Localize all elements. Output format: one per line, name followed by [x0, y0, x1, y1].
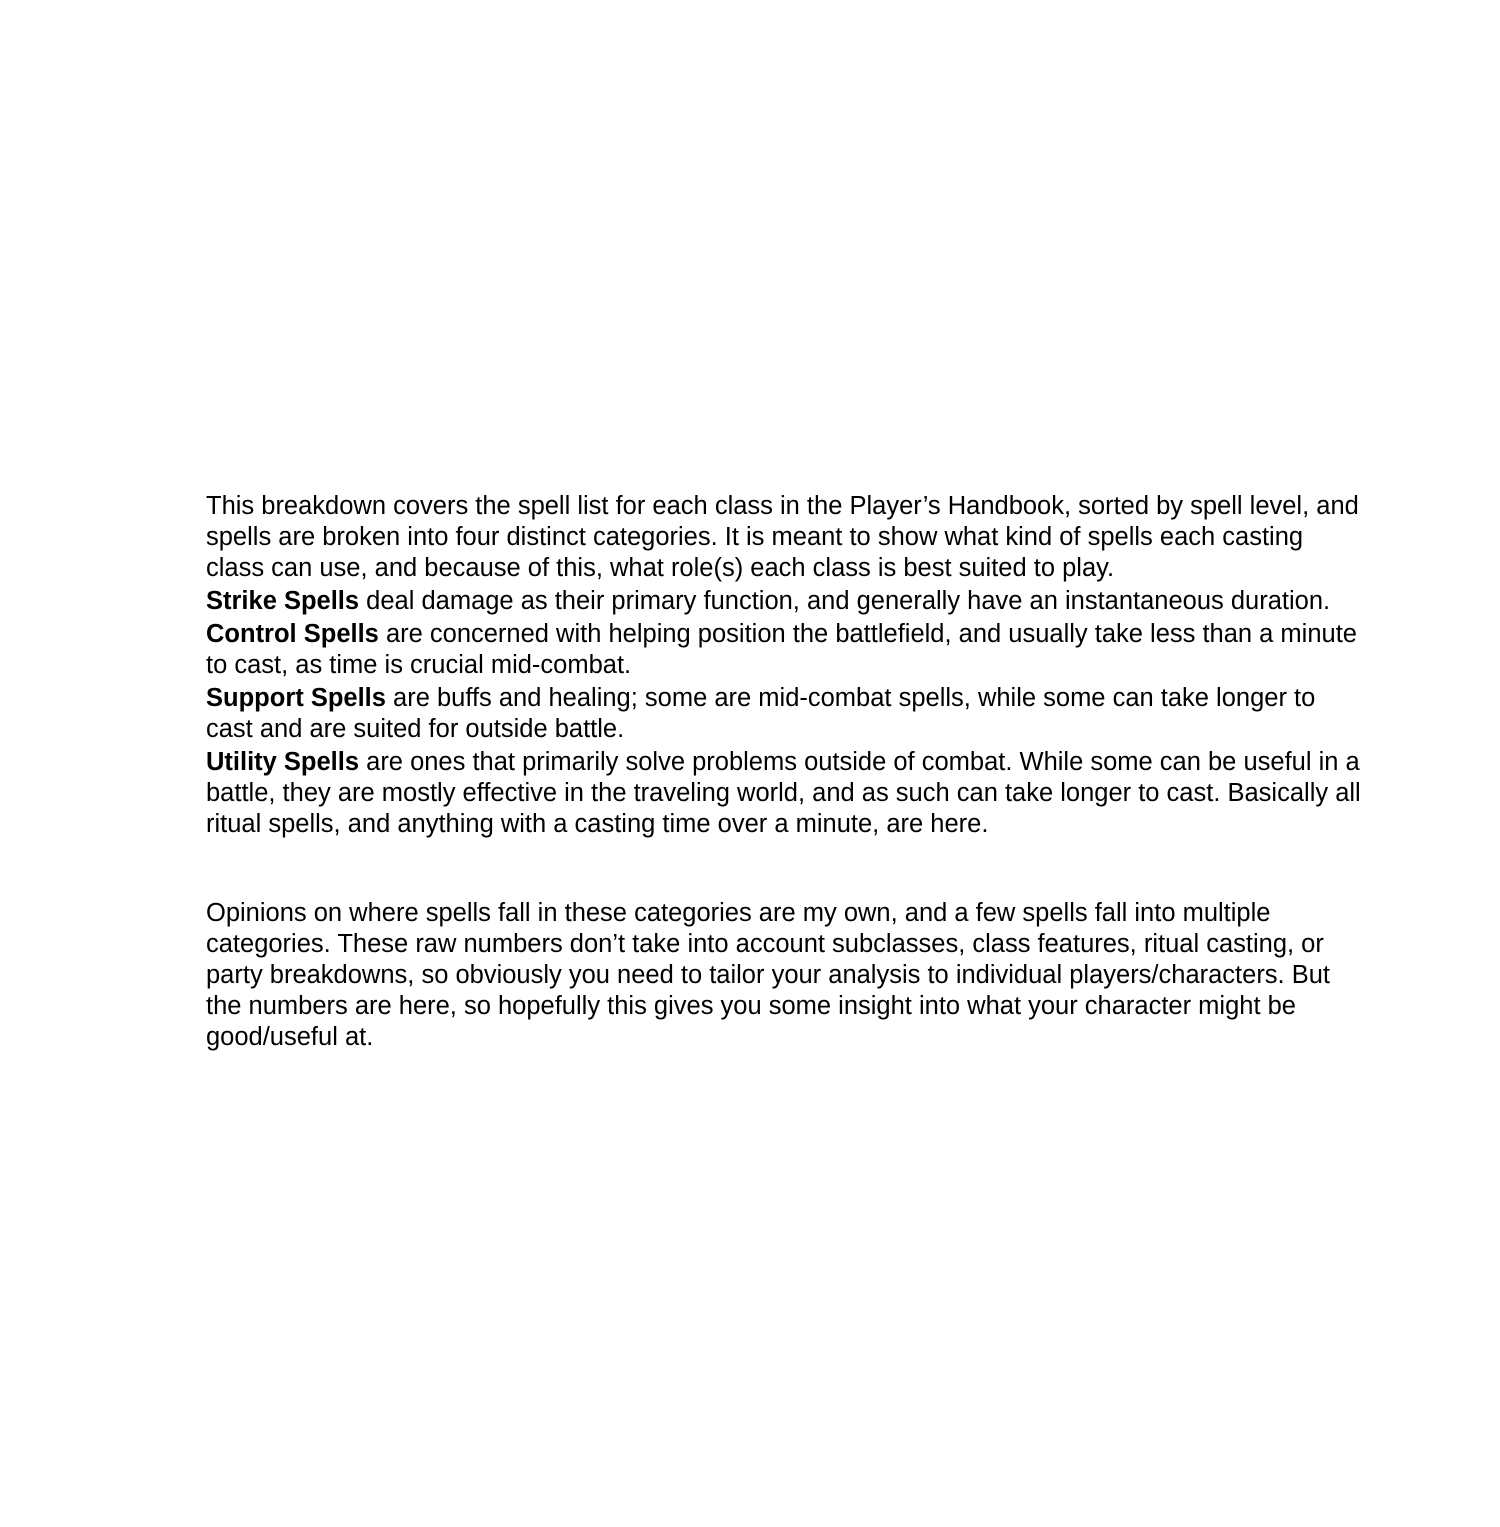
category-support-paragraph: [206, 683, 1366, 745]
category-strike-paragraph: [206, 586, 1366, 617]
category-description: deal damage as their primary function, and generally have an instantaneous duration.: [359, 587, 1331, 615]
category-term: Utility Spells: [206, 748, 360, 776]
category-description: are buffs and healing; some are mid-combat spells, while some can take longer to cast and are suited for outside battle.: [206, 684, 1316, 743]
category-term: Support Spells: [206, 684, 386, 712]
category-control-paragraph: [206, 619, 1366, 681]
category-term: Strike Spells: [206, 587, 360, 615]
category-term: Control Spells: [206, 620, 379, 648]
intro-paragraph: This breakdown covers the spell list for each class in the Player’s Handbook, sorted by spell level, and spells are broken into four distinct categories. It is meant to show what kind of spells each casting class can use, and because of this, what role(s) each class is best suited to play.: [206, 492, 1359, 582]
category-description: are ones that primarily solve problems outside of combat. While some can be useful in a battle, they are mostly effective in the traveling world, and as such can take longer to cast. Basically all ritual spells, and anything with a casting time over a minute, are here.: [206, 748, 1361, 838]
document-body: [206, 491, 1366, 1053]
paragraph-spacer: [206, 840, 1366, 898]
category-utility-paragraph: [206, 747, 1366, 840]
category-description: are concerned with helping position the battlefield, and usually take less than a minute to cast, as time is crucial mid-combat.: [206, 620, 1357, 679]
closing-paragraph: Opinions on where spells fall in these categories are my own, and a few spells fall into multiple categories. These raw numbers don’t take into account subclasses, class features, ritual casting, or party breakdowns, so obviously you need to tailor your analysis to individual players/characters. But the numbers are here, so hopefully this gives you some insight into what your character might be good/useful at.: [206, 899, 1331, 1051]
